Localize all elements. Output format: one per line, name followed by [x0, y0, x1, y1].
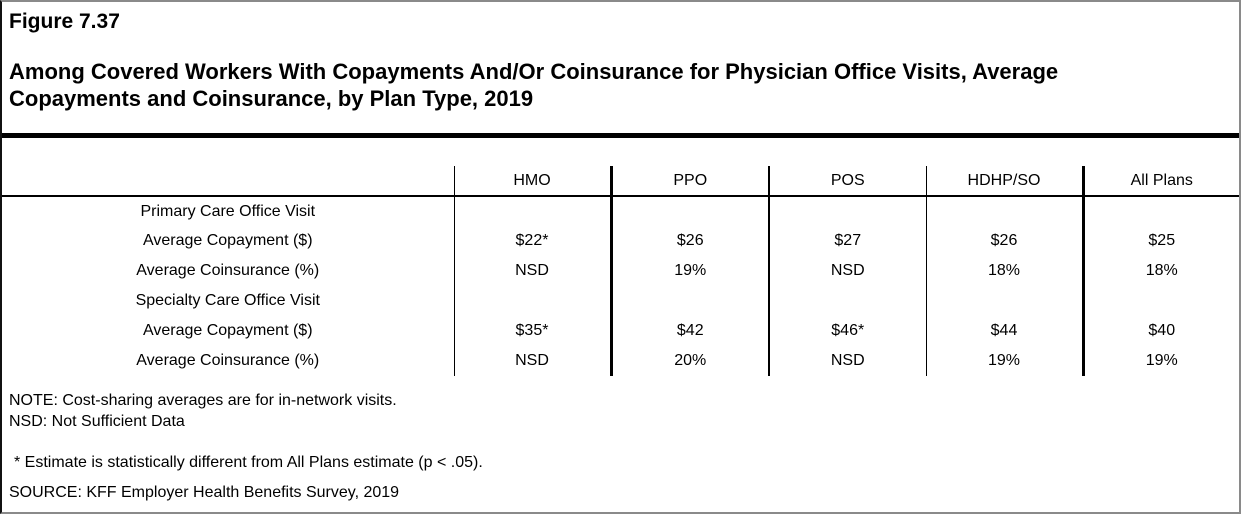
table-cell-empty: [769, 286, 926, 316]
data-row-specialty-copayment: [2, 316, 1239, 346]
row-label: Average Copayment ($): [142, 322, 313, 339]
section-header: Specialty Care Office Visit: [135, 292, 320, 309]
column-header-pos: POS: [769, 166, 926, 196]
table-cell-empty: [1083, 286, 1239, 316]
table-cell-value: $35*: [454, 316, 611, 346]
table-cell-value: NSD: [769, 256, 926, 286]
table-cell-empty: [454, 286, 611, 316]
table-cell-value: $26: [926, 226, 1083, 256]
column-header-ppo: PPO: [611, 166, 769, 196]
table-header-row: [2, 166, 1239, 196]
row-label: Average Copayment ($): [142, 232, 313, 249]
footnote-statistical-significance: * Estimate is statistically different from All Plans estimate (p < .05).: [14, 454, 483, 471]
table-cell-empty: [454, 196, 611, 226]
table-cell-empty: [1083, 196, 1239, 226]
data-row-primary-copayment: [2, 226, 1239, 256]
table-cell-value: NSD: [769, 346, 926, 376]
section-row-specialty-care: [2, 286, 1239, 316]
data-row-specialty-coinsurance: [2, 346, 1239, 376]
table-cell-empty: [611, 196, 769, 226]
table-cell-empty: [926, 196, 1083, 226]
table-cell-empty: [611, 286, 769, 316]
section-header: Primary Care Office Visit: [140, 202, 316, 220]
figure-title: [9, 58, 1058, 112]
table-cell-empty: [926, 286, 1083, 316]
table-cell-value: $40: [1083, 316, 1239, 346]
table-cell-value: $42: [611, 316, 769, 346]
table-cell-value: $46*: [769, 316, 926, 346]
table-cell-value: 18%: [926, 256, 1083, 286]
table-cell-value: 19%: [1083, 346, 1239, 376]
table-cell-value: 19%: [926, 346, 1083, 376]
cost-sharing-table: [2, 166, 1239, 376]
section-row-primary-care: [2, 196, 1239, 226]
title-divider-rule: [2, 133, 1239, 138]
table-cell-value: 18%: [1083, 256, 1239, 286]
table-cell-value: $25: [1083, 226, 1239, 256]
column-header-empty: [2, 166, 454, 196]
column-header-all-plans: All Plans: [1083, 166, 1239, 196]
row-label: Average Coinsurance (%): [136, 352, 320, 369]
data-row-primary-coinsurance: [2, 256, 1239, 286]
column-header-hdhpso: HDHP/SO: [926, 166, 1083, 196]
figure-number: Figure 7.37: [9, 10, 120, 33]
note-nsd-definition: NSD: Not Sufficient Data: [9, 413, 185, 430]
column-header-hmo: HMO: [454, 166, 611, 196]
row-label: Average Coinsurance (%): [136, 262, 320, 279]
note-in-network: NOTE: Cost-sharing averages are for in-network visits.: [9, 392, 397, 409]
figure-title-line-1: Among Covered Workers With Copayments And/Or Coinsurance for Physician Office Visits, Average: [9, 59, 1059, 84]
table-cell-value: 20%: [611, 346, 769, 376]
source-line: SOURCE: KFF Employer Health Benefits Survey, 2019: [9, 484, 400, 501]
table-cell-value: NSD: [454, 346, 611, 376]
table-cell-value: $27: [769, 226, 926, 256]
table-cell-empty: [769, 196, 926, 226]
figure-title-line-2: Copayments and Coinsurance, by Plan Type, 2019: [9, 86, 534, 111]
table-cell-value: $44: [926, 316, 1083, 346]
table-cell-value: NSD: [454, 256, 611, 286]
table-cell-value: $22*: [454, 226, 611, 256]
table-cell-value: 19%: [611, 256, 769, 286]
table-cell-value: $26: [611, 226, 769, 256]
